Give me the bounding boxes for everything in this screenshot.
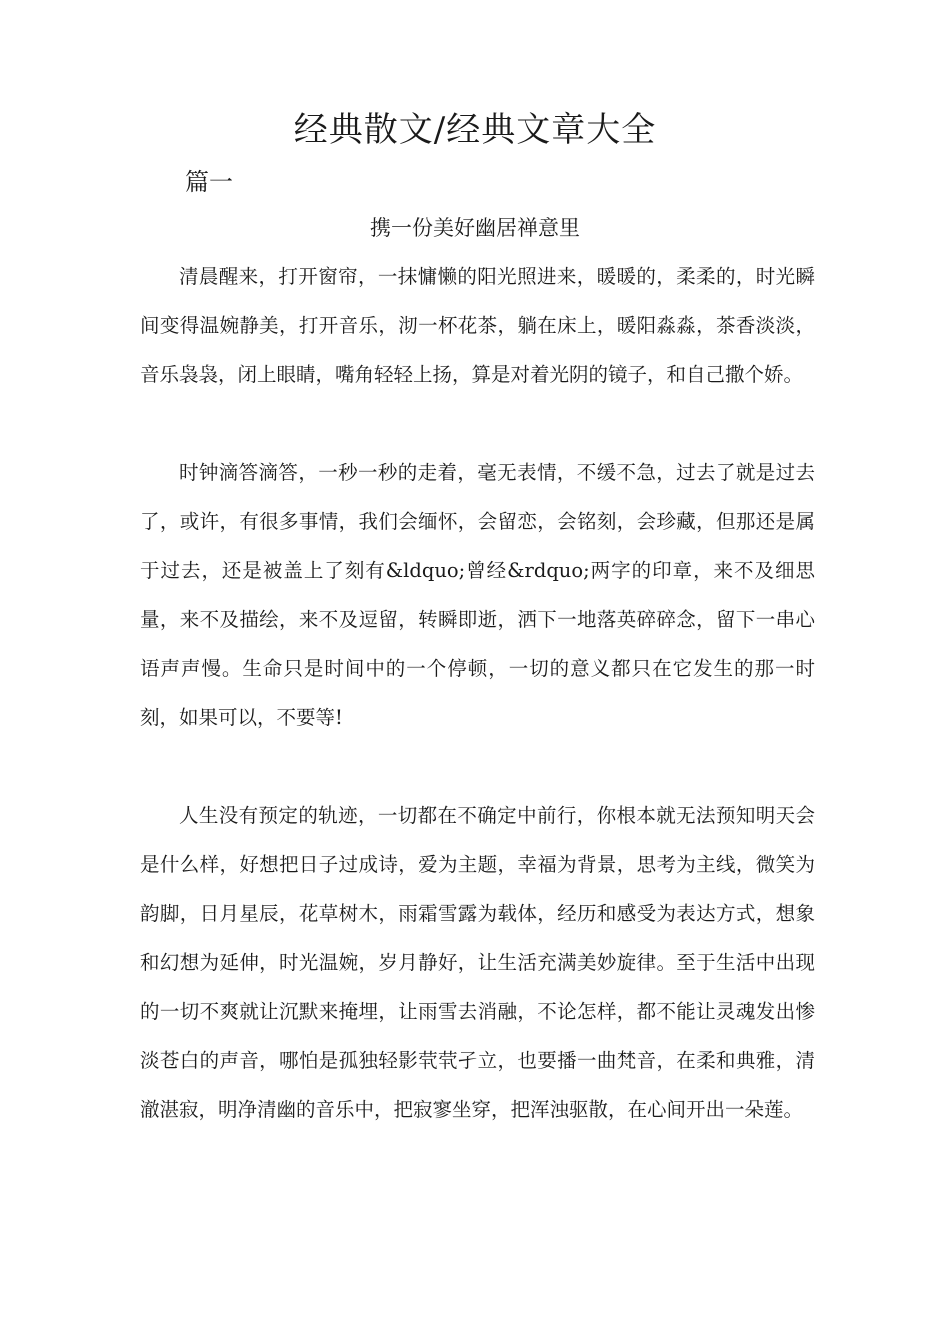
article-title: 携一份美好幽居禅意里 [370,216,580,240]
section-label: 篇一 [185,168,233,196]
paragraph-3: 人生没有预定的轨迹，一切都在不确定中前行，你根本就无法预知明天会是什么样，好想把日子过成诗，爱为主题，幸福为背景，思考为主线，微笑为韵脚，日月星辰，花草树木，雨霜雪露为载体，经历和感受为表达方式，想象和幻想为延伸，时光温婉，岁月静好，让生活充满美妙旋律。至于生活中出现的一切不爽就让沉默来掩埋，让雨雪去消融，不论怎样，都不能让灵魂发出惨淡苍白的声音，哪怕是孤独轻影茕茕孑立，也要播一曲梵音，在柔和典雅，清澈湛寂，明净清幽的音乐中，把寂寥坐穿，把浑浊驱散，在心间开出一朵莲。 [140,804,815,1121]
paragraph-1: 清晨醒来，打开窗帘，一抹慵懒的阳光照进来，暖暖的，柔柔的，时光瞬间变得温婉静美，打开音乐，沏一杯花茶，躺在床上，暖阳淼淼，茶香淡淡，音乐袅袅，闭上眼睛，嘴角轻轻上扬，算是对着光阴的镜子，和自己撒个娇。 [140,265,815,386]
paragraph-2: 时钟滴答滴答，一秒一秒的走着，毫无表情，不缓不急，过去了就是过去了，或许，有很多事情，我们会缅怀，会留恋，会铭刻，会珍藏，但那还是属于过去，还是被盖上了刻有&ldquo;曾经&rdquo;两字的印章，来不及细思量，来不及描绘，来不及逗留，转瞬即逝，洒下一地落英碎碎念，留下一串心语声声慢。生命只是时间中的一个停顿，一切的意义都只在它发生的那一时刻，如果可以，不要等! [140,461,815,729]
article-body [140,252,815,1183]
document-title: 经典散文/经典文章大全 [293,110,657,150]
